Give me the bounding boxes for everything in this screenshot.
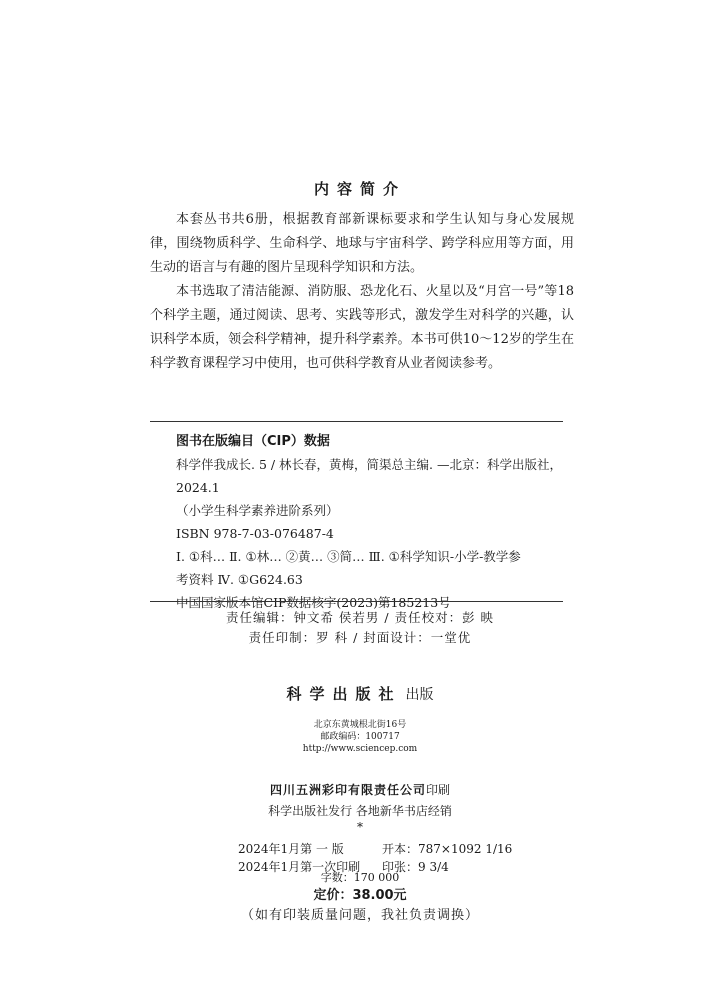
cip-line: 考资料 Ⅳ. ①G624.63: [176, 572, 303, 587]
cip-line: 2024.1: [176, 480, 220, 495]
format-info: 开本：787×1092 1/16: [382, 842, 513, 856]
intro-paragraph-1: 本套丛书共6册，根据教育部新课标要求和学生认知与身心发展规律，围绕物质科学、生命科学、地球与宇宙科学、跨学科应用等方面，用生动的语言与有趣的图片呈现科学知识和方法。: [150, 212, 574, 275]
printer-suffix: 印刷: [426, 783, 451, 797]
price: 定价：38.00元: [313, 888, 407, 903]
cip-line: ISBN 978-7-03-076487-4: [176, 526, 334, 541]
cip-line: 中国国家版本馆CIP数据核字(2023)第185213号: [176, 595, 451, 610]
publisher-name: 科学出版社: [286, 685, 402, 703]
cip-bottom-rule: [150, 601, 563, 602]
sheets-info: 印张：9 3/4: [382, 860, 449, 874]
publisher-suffix: 出版: [405, 687, 434, 703]
cip-line: Ⅰ. ①科… Ⅱ. ①林… ②黄… ③简… Ⅲ. ①科学知识-小学-教学参: [176, 549, 521, 564]
distribution-line: 科学出版社发行 各地新华书店经销: [268, 804, 452, 818]
cip-record: [176, 453, 576, 614]
printer-name: 四川五洲彩印有限责任公司: [269, 783, 426, 797]
edition-info: 2024年1月第 一 版: [238, 842, 344, 856]
cip-line: （小学生科学素养进阶系列）: [176, 503, 339, 518]
cip-heading: 图书在版编目（CIP）数据: [176, 434, 330, 449]
separator-star: *: [357, 820, 363, 834]
publisher-address: 北京东黄城根北街16号: [313, 720, 407, 730]
publisher-postcode: 邮政编码：100717: [320, 732, 400, 742]
publisher-line: [0, 683, 720, 704]
cip-top-rule: [150, 421, 563, 422]
print-run-info: 2024年1月第一次印刷: [238, 860, 361, 874]
word-count: 字数：170 000: [320, 871, 400, 884]
publisher-url: http://www.sciencep.com: [302, 744, 418, 754]
intro-text: [150, 208, 574, 376]
intro-title: 内容简介: [313, 180, 406, 198]
production-credit: 责任印制：罗 科 / 封面设计：一堂优: [248, 630, 472, 645]
quality-note: （如有印装质量问题，我社负责调换）: [240, 908, 479, 923]
intro-paragraph-2: 本书选取了清洁能源、消防服、恐龙化石、火星以及“月宫一号”等18个科学主题，通过阅读、思考、实践等形式，激发学生对科学的兴趣，认识科学本质，领会科学精神，提升科学素养。本书可供10～12岁的学生在科学教育课程学习中使用，也可供科学教育从业者阅读参考。: [150, 284, 574, 371]
cip-line: 科学伴我成长. 5 / 林长春，黄梅，简渠总主编. —北京：科学出版社，: [176, 457, 563, 472]
printer-line: [0, 781, 720, 798]
editors-credit: 责任编辑：钟文希 侯若男 / 责任校对：彭 映: [225, 610, 495, 625]
